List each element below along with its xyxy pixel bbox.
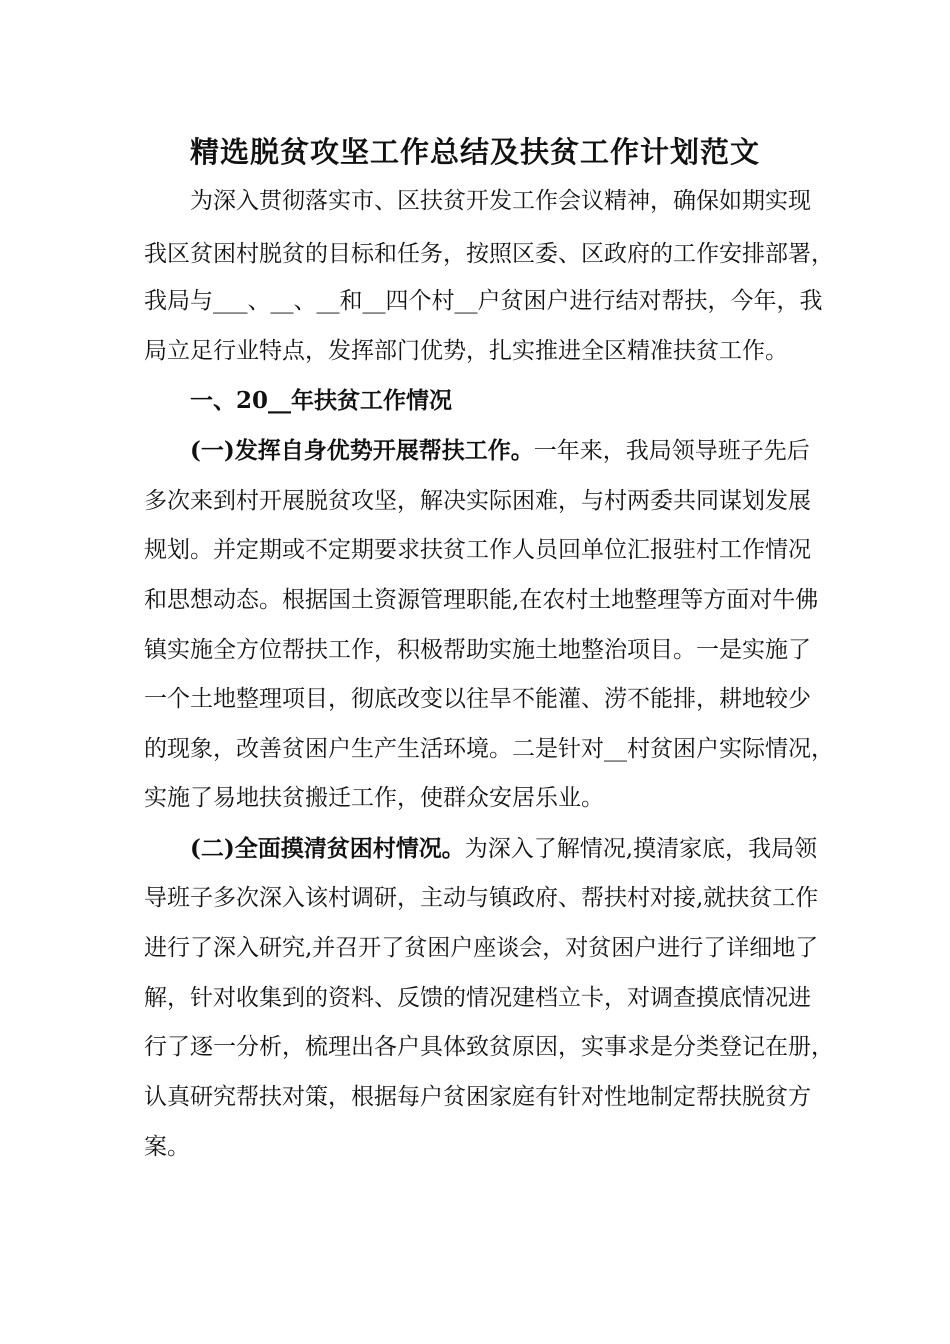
paragraph-line: 解，针对收集到的资料、反馈的情况建档立卡，对调查摸底情况进 <box>144 985 811 1011</box>
paragraph-line: 规划。并定期或不定期要求扶贫工作人员回单位汇报驻村工作情况 <box>144 537 811 563</box>
paragraph-first-line <box>190 434 810 468</box>
paragraph-line: 镇实施全方位帮扶工作，积极帮助实施土地整治项目。一是实施了 <box>144 637 811 663</box>
intro-line: 为深入贯彻落实市、区扶贫开发工作会议精神，确保如期实现 <box>190 188 811 214</box>
paragraph-line: 案。 <box>144 1134 190 1160</box>
paragraph-line: 和思想动态。根据国土资源管理职能,在农村土地整理等方面对牛佛 <box>144 587 819 613</box>
paragraph-line: 的现象，改善贫困户生产生活环境。二是针对__村贫困户实际情况， <box>144 736 834 762</box>
paragraph-line: 认真研究帮扶对策，根据每户贫困家庭有针对性地制定帮扶脱贫方 <box>144 1084 811 1110</box>
subsection-heading: (二)全面摸清贫困村情况。 <box>190 835 465 862</box>
paragraph-first-line <box>190 832 818 866</box>
paragraph-line: 行了逐一分析，梳理出各户具体致贫原因，实事求是分类登记在册， <box>144 1034 834 1060</box>
paragraph-line: 一个土地整理项目，彻底改变以往旱不能灌、涝不能排，耕地较少 <box>144 686 811 712</box>
section-heading: 一、20__年扶贫工作情况 <box>190 387 453 414</box>
subsection-heading: (一)发挥自身优势开展帮扶工作。 <box>190 437 534 464</box>
intro-line: 局立足行业特点，发挥部门优势，扎实推进全区精准扶贫工作。 <box>144 338 788 364</box>
paragraph-text: 为深入了解情况,摸清家底，我局领 <box>464 836 818 862</box>
intro-line: 我局与___、__、__和__四个村__户贫困户进行结对帮扶，今年，我 <box>144 288 823 314</box>
paragraph-line: 实施了易地扶贫搬迁工作，使群众安居乐业。 <box>144 785 604 811</box>
paragraph-line: 导班子多次深入该村调研，主动与镇政府、帮扶村对接,就扶贫工作 <box>144 885 819 911</box>
paragraph-line: 多次来到村开展脱贫攻坚，解决实际困难，与村两委共同谋划发展 <box>144 488 811 514</box>
intro-line: 我区贫困村脱贫的目标和任务，按照区委、区政府的工作安排部署， <box>144 241 834 267</box>
document-title: 精选脱贫攻坚工作总结及扶贫工作计划范文 <box>189 135 760 169</box>
paragraph-text: 一年来，我局领导班子先后 <box>533 438 810 464</box>
paragraph-line: 进行了深入研究,并召开了贫困户座谈会，对贫困户进行了详细地了 <box>144 935 819 961</box>
